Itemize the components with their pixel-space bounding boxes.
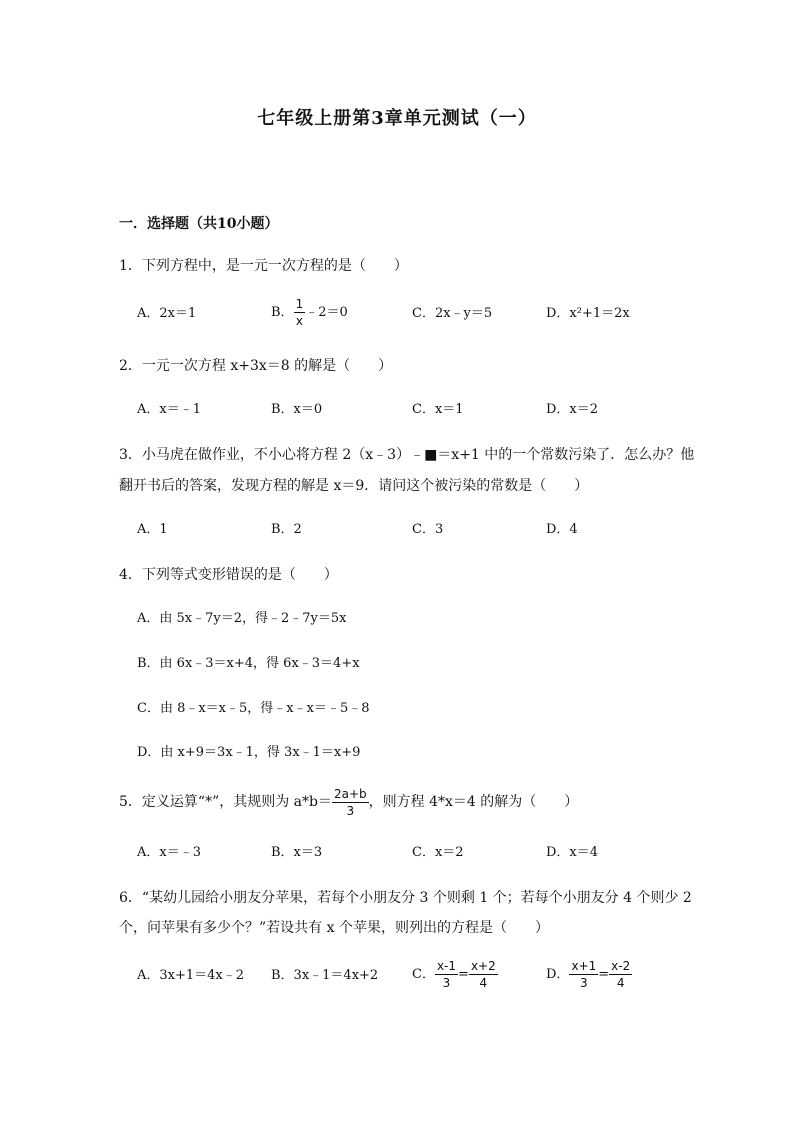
question-2-option-d: D．x＝2 [546,402,599,417]
fraction [332,786,369,819]
question-1-stem: 1．下列方程中，是一元一次方程的是（ ） [119,258,408,274]
question-2-option-a: A．x＝﹣1 [137,402,201,417]
question-2-option-c: C．x＝1 [412,402,464,417]
question-3-option-d: D．4 [546,522,578,537]
fraction-numerator: 2a+b [333,786,367,801]
question-1-option-b [271,296,348,329]
question-1-option-d: D．x²+1＝2x [546,306,630,321]
option-c-label: C． [412,967,435,982]
question-1-option-a: A．2x＝1 [137,306,197,321]
fraction-numerator: x-1 [436,959,457,973]
question-4-option-b: B．由 6x﹣3＝x+4，得 6x﹣3＝4+x [137,656,360,671]
option-d-label: D． [546,967,570,982]
fraction [609,958,632,991]
equals-sign: = [458,967,469,982]
fraction-denominator: x [295,314,303,328]
question-6-stem-line-1: 6．“某幼儿园给小朋友分苹果，若每个小朋友分 3 个则剩 1 个；若每个小朋友分 4 个则少 2 [119,890,692,906]
question-6-option-c [412,958,498,991]
question-6-option-a: A．3x+1＝4x﹣2 [137,968,245,983]
question-5-option-b: B．x＝3 [271,845,323,860]
question-3-stem-line-1: 3．小马虎在做作业，不小心将方程 2（x﹣3）﹣■＝x+1 中的一个常数污染了．怎么办？他 [119,447,695,463]
option-b-rest: ﹣2＝0 [305,305,348,320]
question-2-stem: 2．一元一次方程 x+3x＝8 的解是（ ） [119,358,393,374]
fraction-denominator: 4 [479,976,488,990]
fraction [469,958,498,991]
question-2-option-b: B．x＝0 [271,402,323,417]
question-6-option-b: B．3x﹣1＝4x+2 [271,968,379,983]
fraction-numerator: x+1 [571,959,597,973]
section-heading: 一．选择题（共10小题） [119,216,279,232]
question-3-option-c: C．3 [412,522,444,537]
question-5-stem [119,784,578,820]
fraction-denominator: 3 [442,976,451,990]
fraction-numerator: x-2 [611,959,631,973]
question-5-stem-end: ，则方程 4*x＝4 的解为（ ） [368,794,579,810]
question-4-option-d: D．由 x+9＝3x﹣1，得 3x﹣1＝x+9 [137,745,361,760]
question-5-option-a: A．x＝﹣3 [137,845,201,860]
fraction [435,958,458,991]
question-3-option-b: B．2 [271,522,302,537]
fraction [294,296,306,329]
fraction [569,958,598,991]
question-6-stem-line-2: 个，问苹果有多少个？”若设共有 x 个苹果，则列出的方程是（ ） [119,920,549,936]
question-5-option-c: C．x＝2 [412,845,464,860]
question-1-option-c: C．2x﹣y＝5 [412,306,493,321]
fraction-numerator: 1 [295,297,304,311]
equals-sign: = [598,967,610,982]
question-4-option-a: A．由 5x﹣7y＝2，得﹣2﹣7y＝5x [137,611,347,626]
question-5-option-d: D．x＝4 [546,845,599,860]
fraction-denominator: 3 [580,976,588,990]
question-5-stem-start: 5．定义运算“*”，其规则为 a*b＝ [119,794,332,810]
fraction-numerator: x+2 [470,959,496,973]
question-4-stem: 4．下列等式变形错误的是（ ） [119,567,338,583]
option-b-label: B． [271,305,294,320]
question-6-option-d [546,958,632,991]
question-3-option-a: A．1 [137,522,168,537]
question-3-stem-line-2: 翻开书后的答案，发现方程的解是 x＝9．请问这个被污染的常数是（ ） [119,478,589,494]
question-4-option-c: C．由 8﹣x＝x﹣5，得﹣x﹣x＝﹣5﹣8 [137,701,370,716]
fraction-denominator: 4 [616,976,625,990]
fraction-denominator: 3 [346,803,355,818]
page-title: 七年级上册第3章单元测试（一） [257,108,537,129]
